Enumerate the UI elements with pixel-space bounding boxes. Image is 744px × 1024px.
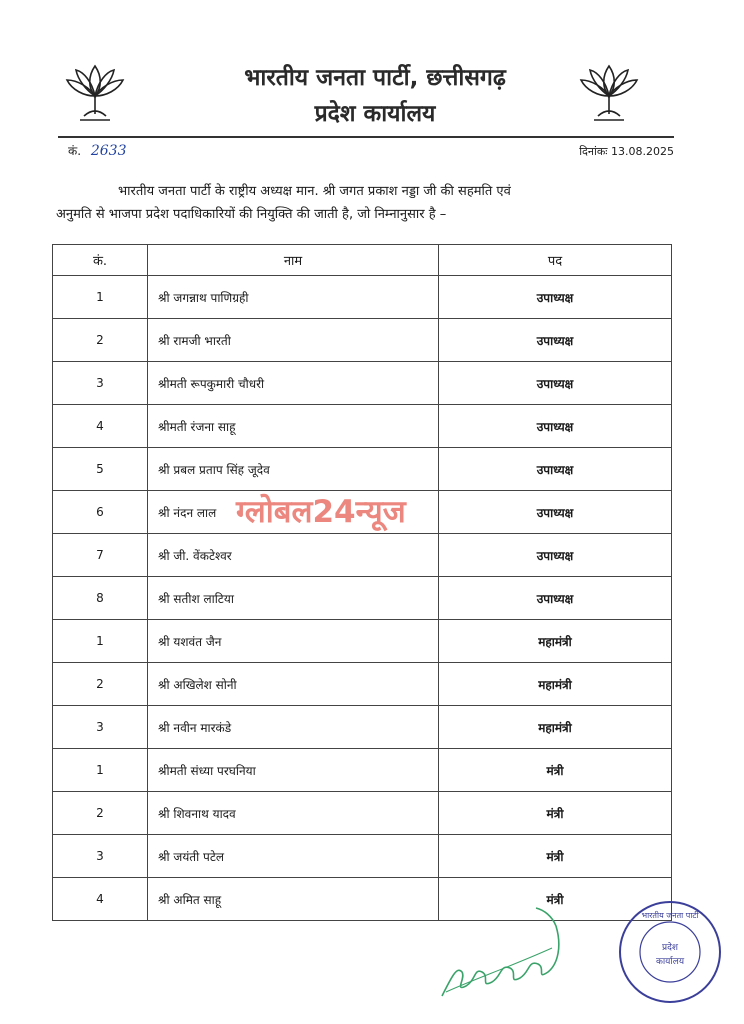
table-row — [53, 620, 672, 663]
post-cell: उपाध्यक्ष — [439, 276, 672, 319]
serial-cell: 3 — [53, 362, 148, 405]
serial-cell: 5 — [53, 448, 148, 491]
serial-cell: 3 — [53, 835, 148, 878]
header-serial: कं. — [53, 245, 148, 276]
serial-cell: 1 — [53, 749, 148, 792]
post-cell: उपाध्यक्ष — [439, 448, 672, 491]
table-row — [53, 663, 672, 706]
serial-cell: 2 — [53, 792, 148, 835]
name-cell: श्रीमती रूपकुमारी चौधरी — [148, 362, 439, 405]
post-cell: मंत्री — [439, 835, 672, 878]
post-cell: मंत्री — [439, 749, 672, 792]
header-post: पद — [439, 245, 672, 276]
post-cell: उपाध्यक्ष — [439, 405, 672, 448]
serial-cell: 4 — [53, 405, 148, 448]
post-cell: उपाध्यक्ष — [439, 534, 672, 577]
intro-line-1: भारतीय जनता पार्टी के राष्ट्रीय अध्यक्ष मान. श्री जगत प्रकाश नड्डा जी की सहमति एवं — [118, 184, 511, 199]
serial-cell: 2 — [53, 663, 148, 706]
office-title: प्रदेश कार्यालय — [314, 101, 436, 127]
svg-text:भारतीय जनता पार्टी: भारतीय जनता पार्टी — [641, 911, 699, 920]
serial-cell: 1 — [53, 276, 148, 319]
organization-title: भारतीय जनता पार्टी, छत्तीसगढ़ — [244, 65, 506, 91]
reference-label: कं. — [68, 144, 82, 158]
reference-number — [68, 142, 127, 159]
svg-text:कार्यालय: कार्यालय — [655, 957, 685, 967]
serial-cell: 2 — [53, 319, 148, 362]
table-row — [53, 706, 672, 749]
table-row — [53, 749, 672, 792]
serial-cell: 4 — [53, 878, 148, 921]
table-row — [53, 405, 672, 448]
serial-cell: 8 — [53, 577, 148, 620]
name-cell: श्री जगन्नाथ पाणिग्रही — [148, 276, 439, 319]
serial-cell: 1 — [53, 620, 148, 663]
post-cell: महामंत्री — [439, 663, 672, 706]
name-cell: श्री प्रबल प्रताप सिंह जूदेव — [148, 448, 439, 491]
office-seal-stamp — [614, 896, 726, 1008]
table-row — [53, 835, 672, 878]
post-cell: उपाध्यक्ष — [439, 491, 672, 534]
header-divider — [58, 136, 674, 138]
name-cell: श्रीमती संध्या परघनिया — [148, 749, 439, 792]
appointments-table — [52, 244, 672, 921]
table-header-row — [53, 245, 672, 276]
name-cell: श्री अमित साहू — [148, 878, 439, 921]
post-cell: उपाध्यक्ष — [439, 362, 672, 405]
table-row — [53, 534, 672, 577]
table-row — [53, 276, 672, 319]
table-row — [53, 448, 672, 491]
intro-line-2: अनुमति से भाजपा प्रदेश पदाधिकारियों की नियुक्ति की जाती है, जो निम्नानुसार है – — [56, 207, 447, 222]
date-value: 13.08.2025 — [611, 145, 674, 158]
name-cell: श्री सतीश लाटिया — [148, 577, 439, 620]
serial-cell: 6 — [53, 491, 148, 534]
name-cell: श्री रामजी भारती — [148, 319, 439, 362]
document-date — [579, 144, 674, 159]
table-row — [53, 577, 672, 620]
name-cell: श्री शिवनाथ यादव — [148, 792, 439, 835]
name-cell: श्री जी. वेंकटेश्वर — [148, 534, 439, 577]
lotus-logo-icon — [62, 60, 128, 124]
post-cell: मंत्री — [439, 878, 672, 921]
header-name: नाम — [148, 245, 439, 276]
intro-paragraph — [56, 180, 674, 226]
table-row — [53, 319, 672, 362]
serial-cell: 3 — [53, 706, 148, 749]
watermark-text: ग्लोबल24न्यूज — [236, 494, 406, 530]
name-cell: श्री अखिलेश सोनी — [148, 663, 439, 706]
svg-text:प्रदेश: प्रदेश — [661, 943, 679, 953]
post-cell: उपाध्यक्ष — [439, 577, 672, 620]
table-row — [53, 362, 672, 405]
serial-cell: 7 — [53, 534, 148, 577]
post-cell: मंत्री — [439, 792, 672, 835]
reference-value: 2633 — [90, 143, 127, 159]
date-label: दिनांकः — [579, 145, 608, 158]
name-cell: श्री जयंती पटेल — [148, 835, 439, 878]
name-cell: श्रीमती रंजना साहू — [148, 405, 439, 448]
name-cell: श्री नंदन लाल — [148, 491, 439, 534]
post-cell: महामंत्री — [439, 706, 672, 749]
post-cell: उपाध्यक्ष — [439, 319, 672, 362]
name-cell: श्री नवीन मारकंडे — [148, 706, 439, 749]
name-cell: श्री यशवंत जैन — [148, 620, 439, 663]
post-cell: महामंत्री — [439, 620, 672, 663]
handwritten-signature — [432, 896, 582, 1006]
table-row — [53, 792, 672, 835]
